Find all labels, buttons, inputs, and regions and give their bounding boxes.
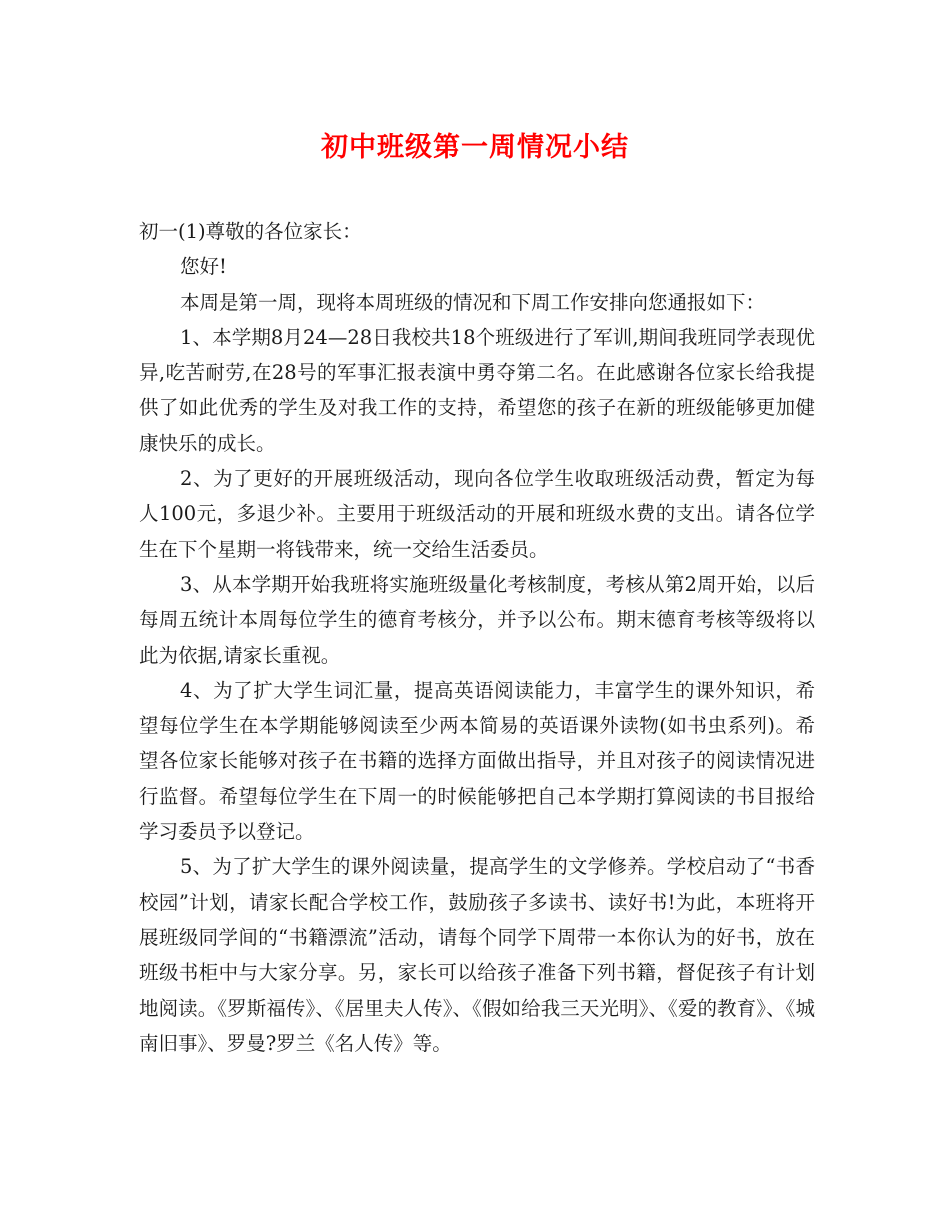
intro-paragraph: 本周是第一周，现将本周班级的情况和下周工作安排向您通报如下： bbox=[180, 290, 766, 314]
item-1-paragraph: 1、本学期8月24—28日我校共18个班级进行了军训,期间我班同学表现优异,吃苦耐劳,在28号的军事汇报表演中勇夺第二名。在此感谢各位家长给我提供了如此优秀的学生及对我工作的支持，希望您的孩子在新的班级能够更加健康快乐的成长。 bbox=[139, 325, 815, 455]
salutation-line: 初一(1)尊敬的各位家长： bbox=[139, 220, 362, 243]
greeting-line: 您好! bbox=[180, 255, 227, 279]
item-4-paragraph: 4、为了扩大学生词汇量，提高英语阅读能力，丰富学生的课外知识，希望每位学生在本学期能够阅读至少两本简易的英语课外读物(如书虫系列)。希望各位家长能够对孩子在书籍的选择方面做出指导，并且对孩子的阅读情况进行监督。希望每位学生在下周一的时候能够把自己本学期打算阅读的书目报给学习委员予以登记。 bbox=[139, 678, 815, 844]
item-2-paragraph: 2、为了更好的开展班级活动，现向各位学生收取班级活动费，暂定为每人100元，多退少补。主要用于班级活动的开展和班级水费的支出。请各位学生在下个星期一将钱带来，统一交给生活委员。 bbox=[139, 467, 815, 561]
document-title: 初中班级第一周情况小结 bbox=[321, 132, 629, 163]
item-5-paragraph: 5、为了扩大学生的课外阅读量，提高学生的文学修养。学校启动了“书香校园”计划，请家长配合学校工作，鼓励孩子多读书、读好书!为此，本班将开展班级同学间的“书籍漂流”活动，请每个同学下周带一本你认为的好书，放在班级书柜中与大家分享。另，家长可以给孩子准备下列书籍，督促孩子有计划地阅读。《罗斯福传》、《居里夫人传》、《假如给我三天光明》、《爱的教育》、《城南旧事》、罗曼?罗兰《名人传》等。 bbox=[139, 855, 815, 1055]
document-body bbox=[139, 214, 815, 1061]
item-3-paragraph: 3、从本学期开始我班将实施班级量化考核制度，考核从第2周开始，以后每周五统计本周每位学生的德育考核分，并予以公布。期末德育考核等级将以此为依据,请家长重视。 bbox=[139, 572, 815, 667]
